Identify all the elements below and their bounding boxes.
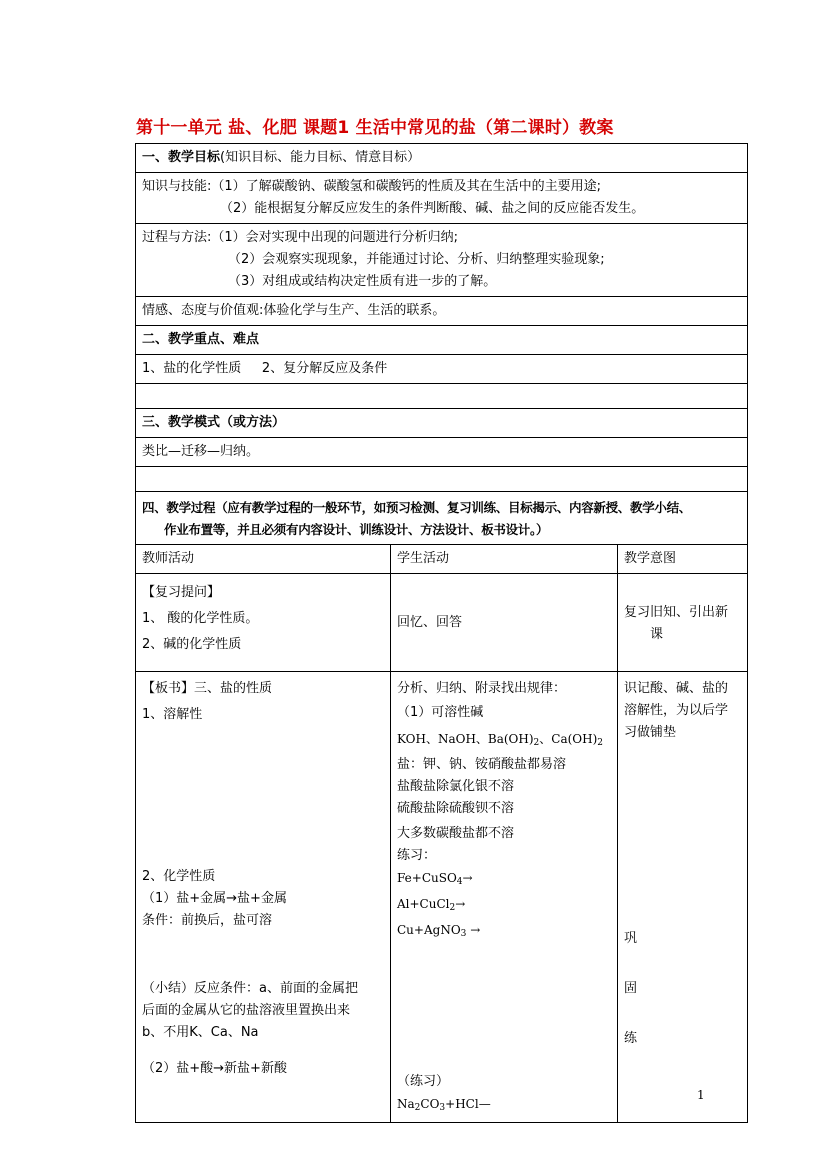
summary-line-2: 后面的金属从它的盐溶液里置换出来 bbox=[142, 1003, 351, 1018]
key-points-blank-row bbox=[136, 384, 748, 409]
mode-blank-row bbox=[136, 467, 748, 492]
process-heading-line-1: 四、教学过程（应有教学过程的一般环节，如预习检测、复习训练、目标揭示、内容新授、教学小结、 bbox=[142, 500, 692, 515]
emotion-row bbox=[136, 297, 748, 326]
objectives-heading-row bbox=[136, 144, 748, 173]
practice-formula: $Na_2CO_3+HCl—$ bbox=[397, 1097, 491, 1113]
salt-metal-condition: 条件：前换后，盐可溶 bbox=[142, 913, 273, 928]
process-objective-row bbox=[136, 224, 748, 297]
process-line-2: （2）会观察实现现象，并能通过讨论、分析、归纳整理实验现象; bbox=[228, 252, 605, 267]
intent-line-2: 溶解性，为以后学 bbox=[624, 703, 729, 718]
intent-line-3: 习做铺垫 bbox=[624, 725, 677, 740]
col-intent-header: 教学意图 bbox=[618, 545, 748, 574]
solubility-label: 1、溶解性 bbox=[142, 707, 203, 722]
intent-consolidate-2: 固 bbox=[624, 981, 638, 996]
process-heading-line-2: 作业布置等，并且必须有内容设计、训练设计、方法设计、板书设计。） bbox=[164, 522, 549, 537]
objectives-heading: 一、教学目标 bbox=[142, 150, 221, 165]
exercise-1: Fe+CuSO$_4$→ bbox=[397, 871, 473, 887]
chemical-properties-label: 2、化学性质 bbox=[142, 869, 216, 884]
page-number: 1 bbox=[697, 1088, 705, 1102]
emotion-text: 情感、态度与价值观:体验化学与生产、生活的联系。 bbox=[136, 297, 748, 326]
carbonate-rule: 大多数碳酸盐都不溶 bbox=[397, 826, 515, 841]
knowledge-line-2: （2）能根据复分解反应发生的条件判断酸、碱、盐之间的反应能否发生。 bbox=[220, 201, 645, 216]
knowledge-line-1: 知识与技能:（1）了解碳酸钠、碳酸氢和碳酸钙的性质及其在生活中的主要用途; bbox=[142, 179, 602, 194]
process-line-1: 过程与方法:（1）会对实现中出现的问题进行分析归纳; bbox=[142, 230, 459, 245]
exercise-label: 练习： bbox=[397, 848, 437, 863]
process-line-3: （3）对组成或结构决定性质有进一步的了解。 bbox=[228, 274, 497, 289]
process-heading-row bbox=[136, 492, 748, 545]
lesson-plan-table bbox=[135, 143, 748, 1123]
mode-content-row bbox=[136, 438, 748, 467]
analysis-text: 分析、归纳、附录找出规律： bbox=[397, 681, 567, 696]
review-teacher-1: 【复习提问】 bbox=[142, 585, 221, 600]
exercise-3: Cu+AgNO$_3$ → bbox=[397, 923, 481, 939]
salt-acid-reaction: （2）盐+酸→新盐+新酸 bbox=[142, 1061, 287, 1076]
practice-label: （练习） bbox=[397, 1074, 450, 1089]
intent-line-1: 识记酸、碱、盐的 bbox=[624, 681, 729, 696]
knowledge-row bbox=[136, 173, 748, 224]
salt-metal-reaction: （1）盐+金属→盐+金属 bbox=[142, 891, 287, 906]
intent-consolidate-3: 练 bbox=[624, 1031, 638, 1046]
col-student-header: 学生活动 bbox=[391, 545, 618, 574]
col-teacher-header: 教师活动 bbox=[136, 545, 391, 574]
mode-heading: 三、教学模式（或方法） bbox=[136, 409, 748, 438]
soluble-base-formulas: KOH、NaOH、$Ba(OH)_2$、$Ca(OH)_2$ bbox=[397, 732, 604, 748]
chloride-rule: 盐酸盐除氯化银不溶 bbox=[397, 779, 515, 794]
mode-content: 类比—迁移—归纳。 bbox=[136, 438, 748, 467]
exercise-2: Al+CuCl$_2$→ bbox=[397, 897, 466, 913]
sulfate-rule: 硫酸盐除硫酸钡不溶 bbox=[397, 801, 515, 816]
intent-consolidate-1: 巩 bbox=[624, 931, 638, 946]
review-teacher-2: 1、 酸的化学性质。 bbox=[142, 611, 259, 626]
review-row bbox=[136, 574, 748, 672]
key-points-content: 1、盐的化学性质 2、复分解反应及条件 bbox=[136, 355, 748, 384]
key-points-heading-row bbox=[136, 326, 748, 355]
key-points-heading: 二、教学重点、难点 bbox=[136, 326, 748, 355]
review-teacher-3: 2、碱的化学性质 bbox=[142, 637, 242, 652]
salt-properties-row bbox=[136, 672, 748, 1123]
board-heading: 【板书】三、盐的性质 bbox=[142, 681, 273, 696]
review-intent-1: 复习旧知、引出新 bbox=[624, 605, 729, 620]
summary-line-1: （小结）反应条件：a、前面的金属把 bbox=[142, 981, 358, 996]
review-intent-2: 课 bbox=[650, 627, 664, 642]
review-student-1: 回忆、回答 bbox=[397, 615, 463, 630]
summary-line-3: b、不用K、Ca、Na bbox=[142, 1025, 259, 1040]
document-title: 第十一单元 盐、化肥 课题1 生活中常见的盐（第二课时）教案 bbox=[136, 118, 614, 138]
mode-heading-row bbox=[136, 409, 748, 438]
objectives-heading-note: (知识目标、能力目标、情意目标） bbox=[220, 150, 421, 165]
soluble-base-label: （1）可溶性碱 bbox=[397, 705, 484, 720]
column-header-row bbox=[136, 545, 748, 574]
nitrate-rule: 盐：钾、钠、铵硝酸盐都易溶 bbox=[397, 757, 567, 772]
key-points-content-row bbox=[136, 355, 748, 384]
